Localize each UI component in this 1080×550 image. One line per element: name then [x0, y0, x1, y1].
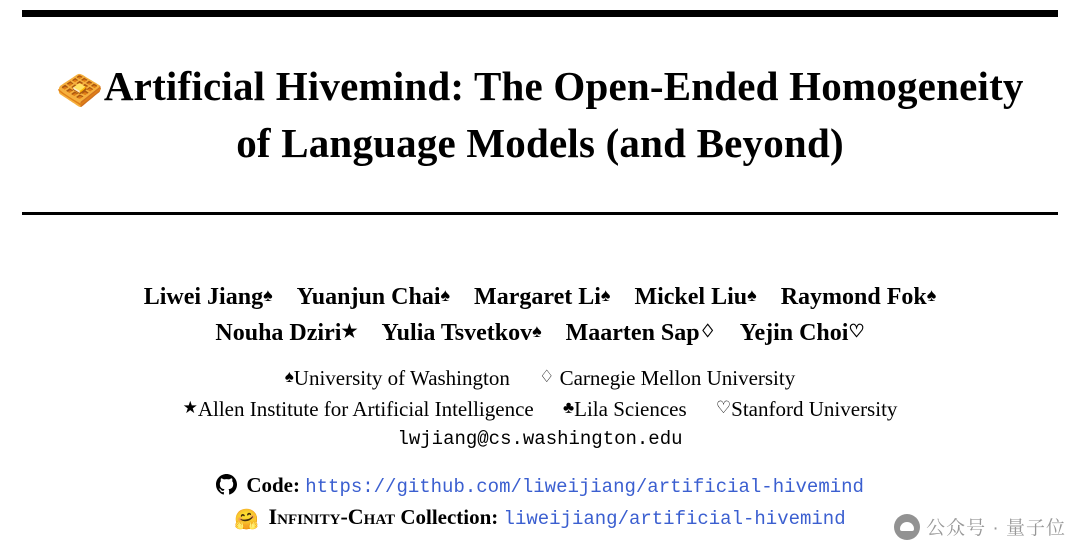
- author-row-1: [0, 278, 1080, 314]
- affiliation-mark: ♡: [715, 398, 732, 417]
- author-name: Raymond Fok: [780, 284, 927, 310]
- title-line-2: of Language Models (and Beyond): [236, 120, 844, 166]
- affiliation-mark: ♢: [539, 367, 555, 386]
- affiliation-row-1: [0, 362, 1080, 393]
- author-name: Maarten Sap: [565, 320, 700, 346]
- author-affiliation-mark: ♠: [263, 285, 273, 305]
- top-rule: [22, 10, 1058, 17]
- author-affiliation-mark: ♠: [440, 285, 451, 305]
- dataset-separator: :: [491, 505, 499, 529]
- author-affiliation-mark: ★: [341, 321, 358, 341]
- author-affiliation-mark: ♠: [600, 285, 611, 305]
- author-entry: [740, 320, 865, 346]
- watermark: [894, 513, 1066, 540]
- author-entry: [566, 320, 716, 346]
- affiliation-mark: ★: [182, 398, 198, 417]
- author-entry: [382, 320, 542, 346]
- author-affiliation-mark: ♡: [848, 321, 865, 341]
- affiliation-row-2: [0, 393, 1080, 424]
- author-name: Liwei Jiang: [143, 284, 264, 310]
- watermark-text: 公众号 · 量子位: [926, 518, 1066, 539]
- title-line-1: Artificial Hivemind: The Open-Ended Homogeneity: [103, 63, 1024, 109]
- affiliation-entry: [183, 397, 534, 421]
- author-entry: [634, 284, 756, 310]
- author-name: Nouha Dziri: [215, 320, 342, 346]
- affiliation-name: Allen Institute for Artificial Intelligence: [197, 397, 534, 421]
- author-entry: [297, 284, 450, 310]
- affiliation-name: University of Washington: [293, 366, 510, 390]
- contact-email: lwjiang@cs.washington.edu: [397, 428, 683, 450]
- author-name: Mickel Liu: [634, 284, 748, 310]
- affiliation-mark: ♠: [284, 367, 294, 386]
- affiliation-entry: [563, 397, 687, 421]
- affiliation-entry: [716, 397, 897, 421]
- authors-block: [0, 278, 1080, 350]
- dataset-name: Infinity-Chat: [268, 504, 396, 529]
- code-label: Code: [246, 473, 293, 497]
- author-entry: [215, 320, 357, 346]
- author-affiliation-mark: ♠: [747, 285, 757, 305]
- code-url-link[interactable]: https://github.com/liweijiang/artificial-hivemind: [305, 476, 864, 498]
- affiliation-entry: [285, 366, 510, 390]
- github-icon: [216, 473, 237, 494]
- honeycomb-icon: 🧇: [56, 70, 104, 112]
- affiliation-name: Lila Sciences: [574, 397, 687, 421]
- affiliations-block: [0, 362, 1080, 424]
- author-affiliation-mark: ♢: [699, 321, 716, 341]
- code-link-line: [0, 470, 1080, 502]
- dataset-label-rest: Collection: [395, 505, 492, 529]
- author-name: Margaret Li: [474, 284, 601, 310]
- author-row-2: [0, 314, 1080, 350]
- author-entry: [781, 284, 937, 310]
- title-block: [0, 60, 1080, 169]
- dataset-url-link[interactable]: liweijiang/artificial-hivemind: [503, 508, 846, 530]
- author-name: Yejin Choi: [739, 320, 849, 346]
- hugging-face-icon: 🤗: [234, 509, 260, 531]
- author-name: Yulia Tsvetkov: [381, 320, 533, 346]
- watermark-logo-icon: [894, 514, 920, 540]
- affiliation-entry: [539, 366, 795, 390]
- author-name: Yuanjun Chai: [296, 284, 441, 310]
- title-divider-rule: [22, 212, 1058, 215]
- author-affiliation-mark: ♠: [532, 321, 542, 341]
- affiliation-name: Carnegie Mellon University: [559, 366, 796, 390]
- affiliation-mark: ♣: [562, 398, 575, 417]
- code-separator: :: [292, 473, 300, 497]
- page-title: [0, 60, 1080, 169]
- affiliation-name: Stanford University: [731, 397, 898, 421]
- author-entry: [474, 284, 610, 310]
- author-entry: [144, 284, 273, 310]
- author-affiliation-mark: ♠: [926, 285, 937, 305]
